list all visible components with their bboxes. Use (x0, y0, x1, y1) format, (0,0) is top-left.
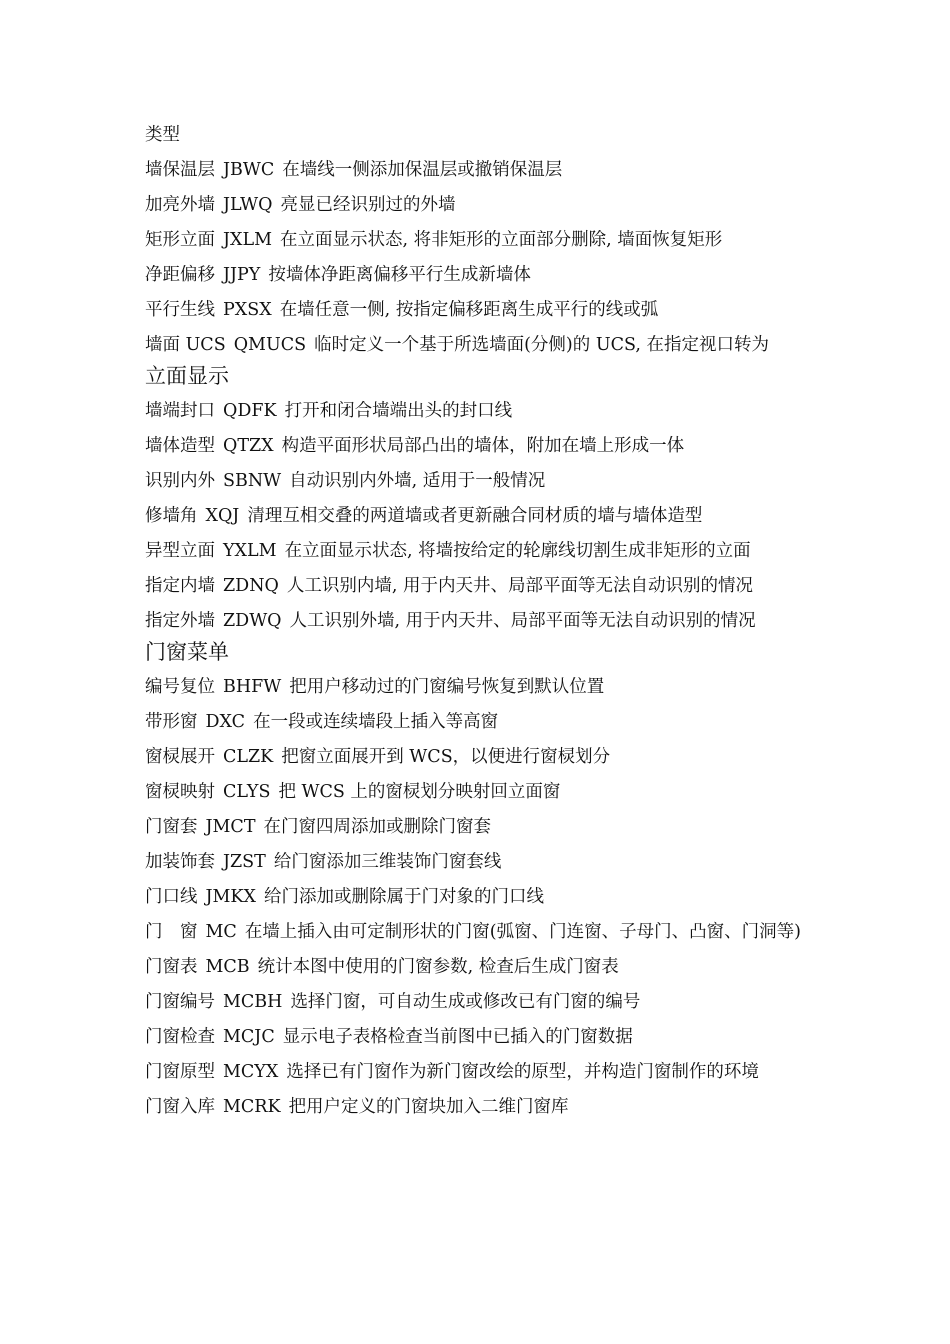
command-code: BHFW (223, 677, 282, 697)
command-desc: 在门窗四周添加或删除门窗套 (263, 817, 491, 837)
command-code: PXSX (223, 300, 272, 320)
command-name: 墙端封口 (145, 401, 215, 421)
command-desc: 在立面显示状态, 将墙按给定的轮廓线切割生成非矩形的立面 (284, 541, 751, 561)
door-command-list (145, 670, 813, 915)
section-label: 类型 (145, 125, 180, 145)
command-code: QTZX (223, 436, 274, 456)
command-entry (145, 223, 813, 258)
command-desc: 构造平面形状局部凸出的墙体，附加在墙上形成一体 (281, 436, 685, 456)
command-desc: 把用户移动过的门窗编号恢复到默认位置 (289, 677, 605, 697)
command-entry (145, 670, 813, 705)
command-entry (145, 499, 813, 534)
command-code: YXLM (223, 541, 277, 561)
command-code: SBNW (223, 471, 282, 491)
command-desc: 亮显已经识别过的外墙 (280, 195, 456, 215)
command-name: 净距偏移 (145, 265, 215, 285)
command-desc: 在墙任意一侧, 按指定偏移距离生成平行的线或弧 (279, 300, 659, 320)
command-code: MCJC (223, 1027, 275, 1047)
command-entry (145, 705, 813, 740)
command-name: 加亮外墙 (145, 195, 215, 215)
command-code: DXC (205, 712, 246, 732)
command-code: JXLM (223, 230, 273, 250)
command-entry (145, 775, 813, 810)
command-name: 门窗入库 (145, 1097, 215, 1117)
command-entry (145, 153, 813, 188)
command-code: ZDNQ (223, 576, 279, 596)
command-entry (145, 258, 813, 293)
command-entry-mc (145, 915, 813, 950)
command-name: 修墙角 (145, 506, 198, 526)
wall-command-list (145, 153, 813, 328)
command-code: JLWQ (223, 195, 273, 215)
command-code: CLYS (223, 782, 271, 802)
command-entry (145, 1090, 813, 1125)
command-desc: 给门窗添加三维装饰门窗套线 (273, 852, 502, 872)
command-name: 门口线 (145, 887, 198, 907)
command-entry (145, 429, 813, 464)
command-name: 识别内外 (145, 471, 215, 491)
command-code: JZST (223, 852, 266, 872)
command-code: JJPY (223, 265, 261, 285)
command-desc: 自动识别内外墙, 适用于一般情况 (289, 471, 546, 491)
command-name: 门窗检查 (145, 1027, 215, 1047)
command-code: MCYX (223, 1062, 279, 1082)
command-desc: 统计本图中使用的门窗参数, 检查后生成门窗表 (257, 957, 619, 977)
command-name: 带形窗 (145, 712, 198, 732)
command-desc: 在墙上插入由可定制形状的门窗(弧窗、门连窗、子母门、凸窗、门洞等) (244, 922, 801, 942)
command-name: 异型立面 (145, 541, 215, 561)
command-name: 门窗编号 (145, 992, 215, 1012)
command-name: 墙体造型 (145, 436, 215, 456)
command-entry (145, 604, 813, 639)
command-desc: 显示电子表格检查当前图中已插入的门窗数据 (282, 1027, 633, 1047)
command-entry (145, 1055, 813, 1090)
command-entry (145, 464, 813, 499)
command-list (145, 118, 813, 1125)
command-name: 窗棂映射 (145, 782, 215, 802)
command-name: 门窗表 (145, 957, 198, 977)
wall-command-list-3 (145, 569, 813, 639)
command-name: 平行生线 (145, 300, 215, 320)
command-desc: 选择已有门窗作为新门窗改绘的原型，并构造门窗制作的环境 (286, 1062, 759, 1082)
command-desc: 人工识别外墙, 用于内天井、局部平面等无法自动识别的情况 (289, 611, 756, 631)
command-desc: 在一段或连续墙段上插入等高窗 (253, 712, 499, 732)
wall-command-list-2 (145, 394, 813, 534)
command-desc: 把 WCS 上的窗棂划分映射回立面窗 (278, 782, 561, 802)
command-code: JBWC (223, 160, 275, 180)
command-entry (145, 569, 813, 604)
command-code: MCRK (223, 1097, 281, 1117)
command-name: 加装饰套 (145, 852, 215, 872)
command-name: 窗棂展开 (145, 747, 215, 767)
command-entry (145, 950, 813, 985)
command-desc: 把窗立面展开到 WCS，以便进行窗棂划分 (281, 747, 611, 767)
command-code: CLZK (223, 747, 274, 767)
command-entry (145, 394, 813, 429)
command-code: QMUCS (233, 335, 307, 355)
command-code: MC (205, 922, 237, 942)
command-code: XQJ (205, 506, 240, 526)
door-command-list-2 (145, 950, 813, 1125)
command-code: MCB (205, 957, 250, 977)
command-name: 编号复位 (145, 677, 215, 697)
command-entry (145, 293, 813, 328)
command-name: 门窗原型 (145, 1062, 215, 1082)
command-desc: 按墙体净距离偏移平行生成新墙体 (268, 265, 531, 285)
command-desc: 在立面显示状态, 将非矩形的立面部分删除, 墙面恢复矩形 (280, 230, 723, 250)
command-desc: 临时定义一个基于所选墙面(分侧)的 UCS, 在指定视口转为 (314, 335, 769, 355)
command-name: 门窗套 (145, 817, 198, 837)
door-menu-title: 门窗菜单 (145, 640, 229, 664)
command-desc: 清理互相交叠的两道墙或者更新融合同材质的墙与墙体造型 (247, 506, 703, 526)
command-entry-yxlm (145, 534, 813, 569)
command-name: 门 窗 (145, 922, 198, 942)
command-entry (145, 1020, 813, 1055)
command-entry (145, 845, 813, 880)
command-desc: 人工识别内墙, 用于内天井、局部平面等无法自动识别的情况 (286, 576, 753, 596)
command-name: 墙保温层 (145, 160, 215, 180)
command-code: JMKX (205, 887, 256, 907)
command-name: 指定外墙 (145, 611, 215, 631)
command-entry (145, 880, 813, 915)
command-entry (145, 985, 813, 1020)
command-desc-continued: 立面显示 (145, 364, 229, 388)
command-entry (145, 740, 813, 775)
command-entry-qmucs (145, 328, 813, 363)
command-name: 指定内墙 (145, 576, 215, 596)
command-code: JMCT (205, 817, 256, 837)
command-desc: 打开和闭合墙端出头的封口线 (284, 401, 513, 421)
command-code: ZDWQ (223, 611, 282, 631)
command-entry (145, 810, 813, 845)
command-desc: 选择门窗，可自动生成或修改已有门窗的编号 (290, 992, 641, 1012)
command-desc: 给门添加或删除属于门对象的门口线 (263, 887, 544, 907)
command-name: 矩形立面 (145, 230, 215, 250)
command-desc: 在墙线一侧添加保温层或撤销保温层 (282, 160, 563, 180)
command-code: MCBH (223, 992, 283, 1012)
command-name: 墙面 UCS (145, 335, 226, 355)
command-code: QDFK (223, 401, 277, 421)
command-entry (145, 188, 813, 223)
command-desc: 把用户定义的门窗块加入二维门窗库 (288, 1097, 569, 1117)
